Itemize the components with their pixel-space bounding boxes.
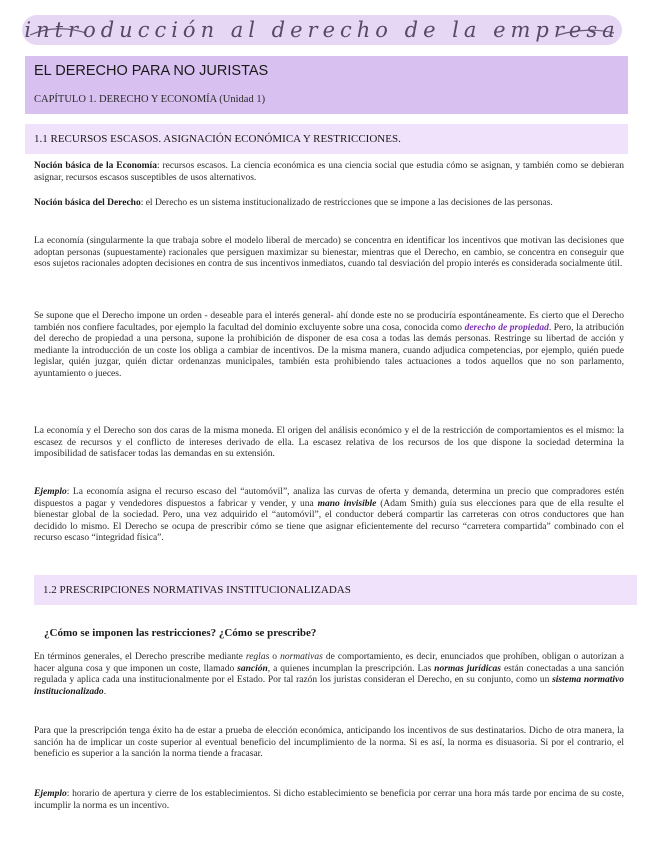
paragraph-exito: Para que la prescripción tenga éxito ha de estar a prueba de elección económica, anticipando los incentivos de sus destinatarios. Dicho de otra manera, la sanción ha de implicar un coste superior al eventual beneficio del incumplimiento de la norma. Si es así, la norma es disuasoria. Si por el contrario, el beneficio es superior a la sanción la norma tiende a fracasar. — [34, 726, 624, 760]
section-heading-1 — [25, 124, 628, 154]
page-title: EL DERECHO PARA NO JURISTAS — [34, 63, 269, 79]
section-title-1: 1.1 RECURSOS ESCASOS. ASIGNACIÓN ECONÓMICA Y RESTRICCIONES. — [34, 133, 401, 145]
paragraph-moneda: La economía y el Derecho son dos caras de la misma moneda. El origen del análisis económico y el de la restricción de comportamientos es el mismo: la escasez de recursos y el conflicto de intereses derivado de ella. La escasez relativa de los recursos de los que dispone la sociedad determina la imposibilidad de satisfacer todas las demandas en su extensión. — [34, 426, 624, 460]
paragraph-economia: Noción básica de la Economía: recursos escasos. La ciencia económica es una ciencia social que estudia cómo se asignan, y también como se debieran asignar, recursos escasos susceptibles de usos alternativos. — [34, 161, 624, 183]
question-heading: ¿Cómo se imponen las restricciones? ¿Cómo se prescribe? — [44, 627, 317, 639]
paragraph-ejemplo-automovil: Ejemplo: La economía asigna el recurso escaso del “automóvil”, analiza las curvas de oferta y demanda, determina un precio que compradores estén dispuestos a pagar y vendedores dispuestos a fabricar y vender, y una mano invisible (Adam Smith) guía sus elecciones para que de ella resulte el bienestar global de la sociedad. Pero, una vez adquirido el “automóvil”, el conductor deberá compartir las carreteras con otros conductores que han decidido lo mismo. El Derecho se ocupa de prescribir cómo se tiene que asignar eficientemente del recurso “carretera compartida” combinado con el recurso escaso “integridad física”. — [34, 487, 624, 544]
paragraph-orden: Se supone que el Derecho impone un orden - deseable para el interés general- ahí donde este no se produciría espontáneamente. Es cierto que el Derecho también nos confiere facultades, por ejemplo la facultad del dominio excluyente sobre una cosa, conocida como derecho de propiedad. Pero, la atribución del derecho de propiedad a una persona, supone la prohibición de disponer de esa cosa a todas las demás personas. Restringe su libertad de acción y mediante la introducción de un coste los obliga a cambiar de incentivos. De la misma manera, cuando adjudica competencias, por ejemplo, quién puede legislar, quién juzgar, quién dictar ordenanzas municipales, también esta prohibiendo tales actuaciones a todos aquellos que no son parlamento, ayuntamiento o jueces. — [34, 311, 624, 379]
section-heading-2 — [34, 575, 637, 605]
chapter-header — [25, 56, 628, 114]
paragraph-derecho: Noción básica del Derecho: el Derecho es un sistema institucionalizado de restricciones que se impone a las decisiones de las personas. — [34, 198, 553, 208]
section-title-2: 1.2 PRESCRIPCIONES NORMATIVAS INSTITUCIONALIZADAS — [43, 584, 351, 596]
paragraph-prescripcion: En términos generales, el Derecho prescribe mediante reglas o normativas de comportamiento, es decir, enunciados que prohíben, obligan o autorizan a hacer alguna cosa y que imponen un coste, llamado sanción, a quienes incumplan la prescripción. Las normas jurídicas están conectadas a una sanción regulada y aplica cada una institucionalmente por el Estado. Por tal razón los juristas consideran el Derecho, en su conjunto, como un sistema normativo institucionalizado. — [34, 652, 625, 697]
title-banner — [22, 15, 622, 45]
banner-title: introducción al derecho de la empresa — [24, 18, 620, 42]
paragraph-incentivos: La economía (singularmente la que trabaja sobre el modelo liberal de mercado) se concentra en identificar los incentivos que motivan las decisiones que adoptan personas (supuestamente) racionales que persiguen maximizar su bienestar, mientras que el Derecho, en cambio, se concentra en conseguir que esos sujetos racionales adopten decisiones en contra de sus incentivos inmediatos, cuando tal desviación del propio interés es considerada socialmente útil. — [34, 236, 624, 270]
paragraph-ejemplo-horario: Ejemplo: horario de apertura y cierre de los establecimientos. Si dicho establecimiento se beneficia por cerrar una hora más tarde por encima de su coste, incumplir la norma es un incentivo. — [34, 789, 624, 811]
chapter-subtitle: CAPÍTULO 1. DERECHO Y ECONOMÍA (Unidad 1) — [34, 94, 266, 105]
